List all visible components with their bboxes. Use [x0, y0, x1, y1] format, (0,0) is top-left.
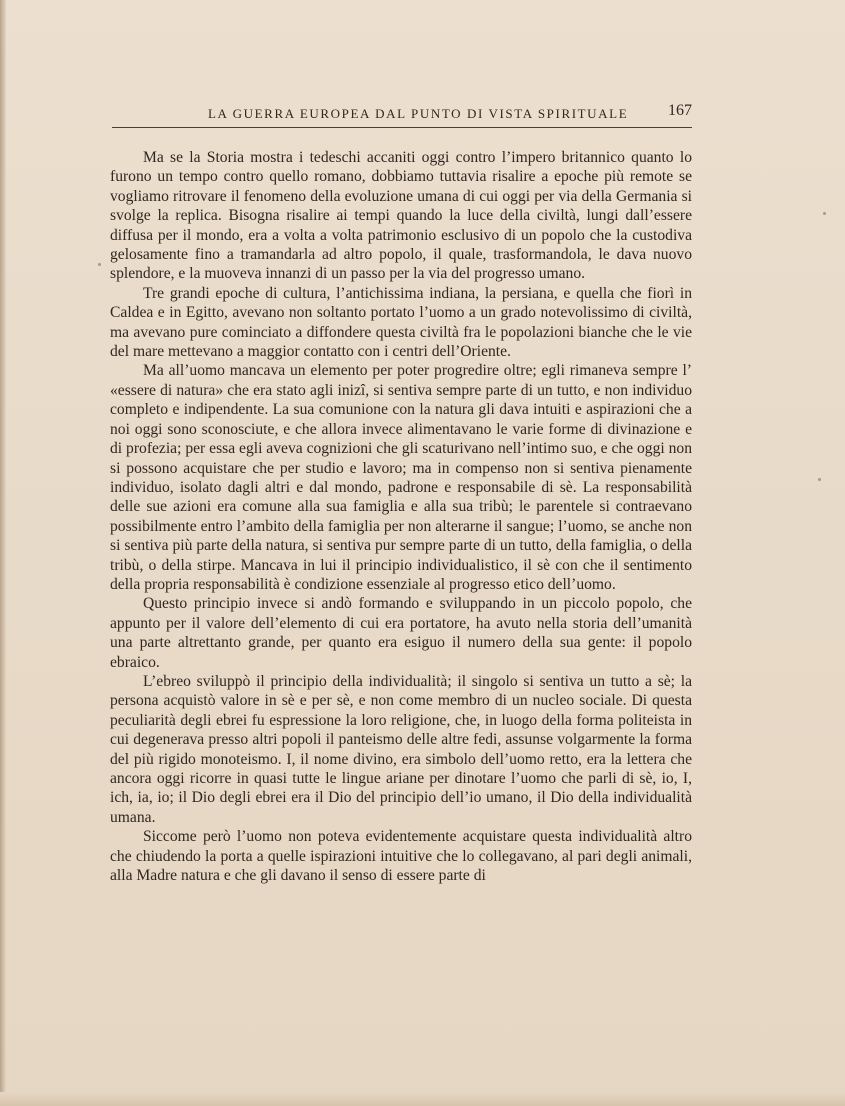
paragraph: Tre grandi epoche di cultura, l’antichissima indiana, la persiana, e quella che fiorì in Caldea e in Egitto, avevano non soltanto portato l’uomo a un grado notevolissimo di civiltà, ma avevano pure cominciato a diffondere questa civiltà fra le popolazioni bianche che le vie del mare mettevano a maggior contatto con i centri dell’Oriente. [110, 284, 692, 361]
page-left-edge [0, 0, 6, 1106]
paragraph: Questo principio invece si andò formando e sviluppando in un piccolo popolo, che appunto per il valore dell’elemento di cui era portatore, ha avuto nella storia dell’umanità una parte altrettanto grande, per quanto era esiguo il numero della sua gente: il popolo ebraico. [110, 595, 692, 671]
paper-speck [823, 212, 826, 215]
running-header [110, 100, 692, 130]
body-text [110, 148, 692, 885]
header-rule [112, 127, 692, 128]
page-number: 167 [668, 102, 692, 119]
running-title: LA GUERRA EUROPEA DAL PUNTO DI VISTA SPIRITUALE [208, 106, 629, 121]
paragraph: L’ebreo sviluppò il principio della individualità; il singolo si sentiva un tutto a sè; la persona acquistò valore in sè e per sè, e non come membro di un nucleo sociale. Di questa peculiarità degli ebrei fu espressione la loro religione, che, in luogo della forma politeista in cui degenerava presso altri popoli il panteismo delle altre fedi, assunse volgarmente la forma del più rigido monoteismo. I, il nome divino, era simbolo dell’uomo retto, era la lettera che ancora oggi ricorre in quasi tutte le lingue ariane per dinotare l’uomo che parli di sè, io, I, ich, ia, io; il Dio degli ebrei era il Dio del principio dell’io umano, il Dio della individualità umana. [110, 672, 692, 826]
paragraph: Ma all’uomo mancava un elemento per poter progredire oltre; egli rimaneva sempre l’ «essere di natura» che era stato agli inizî, si sentiva sempre parte di un tutto, e non individuo completo e indipendente. La sua comunione con la natura gli dava intuiti e aspirazioni che a noi oggi sono sconosciute, e che allora invece alimentavano le varie forme di divinazione e di profezia; per essa egli aveva cognizioni che gli scaturivano nell’intimo suo, e che oggi non si possono acquistare che per studio e lavoro; ma in compenso non si sentiva pienamente individuo, isolato dagli altri e dal mondo, padrone e responsabile di sè. La responsabilità delle sue azioni era comune alla sua famiglia e alla sua tribù; le parentele si contraevano possibilmente entro l’ambito della famiglia per non alterarne il sangue; l’uomo, se anche non si sentiva più parte della natura, si sentiva pur sempre parte di un tutto, della famiglia, o della tribù, o della stirpe. Mancava in lui il principio individualistico, il sè con che il sentimento della propria responsabilità è condizione essenziale al progresso etico dell’uomo. [110, 362, 692, 593]
paragraph: Siccome però l’uomo non poteva evidentemente acquistare questa individualità altro che chiudendo la porta a quelle ispirazioni intuitive che lo collegavano, al pari degli animali, alla Madre natura e che gli davano il senso di essere parte di [110, 828, 692, 885]
paragraph: Ma se la Storia mostra i tedeschi accaniti oggi contro l’impero britannico quanto lo furono un tempo contro quello romano, dobbiamo tuttavia risalire a epoche più remote se vogliamo ritrovare il fenomeno della evoluzione umana di cui oggi per via della Germania si svolge la replica. Bisogna risalire ai tempi quando la luce della civiltà, lungi dall’essere diffusa per il mondo, era a volta a volta patrimonio esclusivo di un popolo che la custodiva gelosamente fino a tramandarla ad altro popolo, il quale, trasformandola, le dava nuovo splendore, e la muoveva innanzi di un passo per la via del progresso umano. [110, 149, 692, 283]
page-bottom-edge [0, 1092, 845, 1106]
paper-speck [818, 478, 821, 481]
paper-speck [98, 263, 101, 266]
